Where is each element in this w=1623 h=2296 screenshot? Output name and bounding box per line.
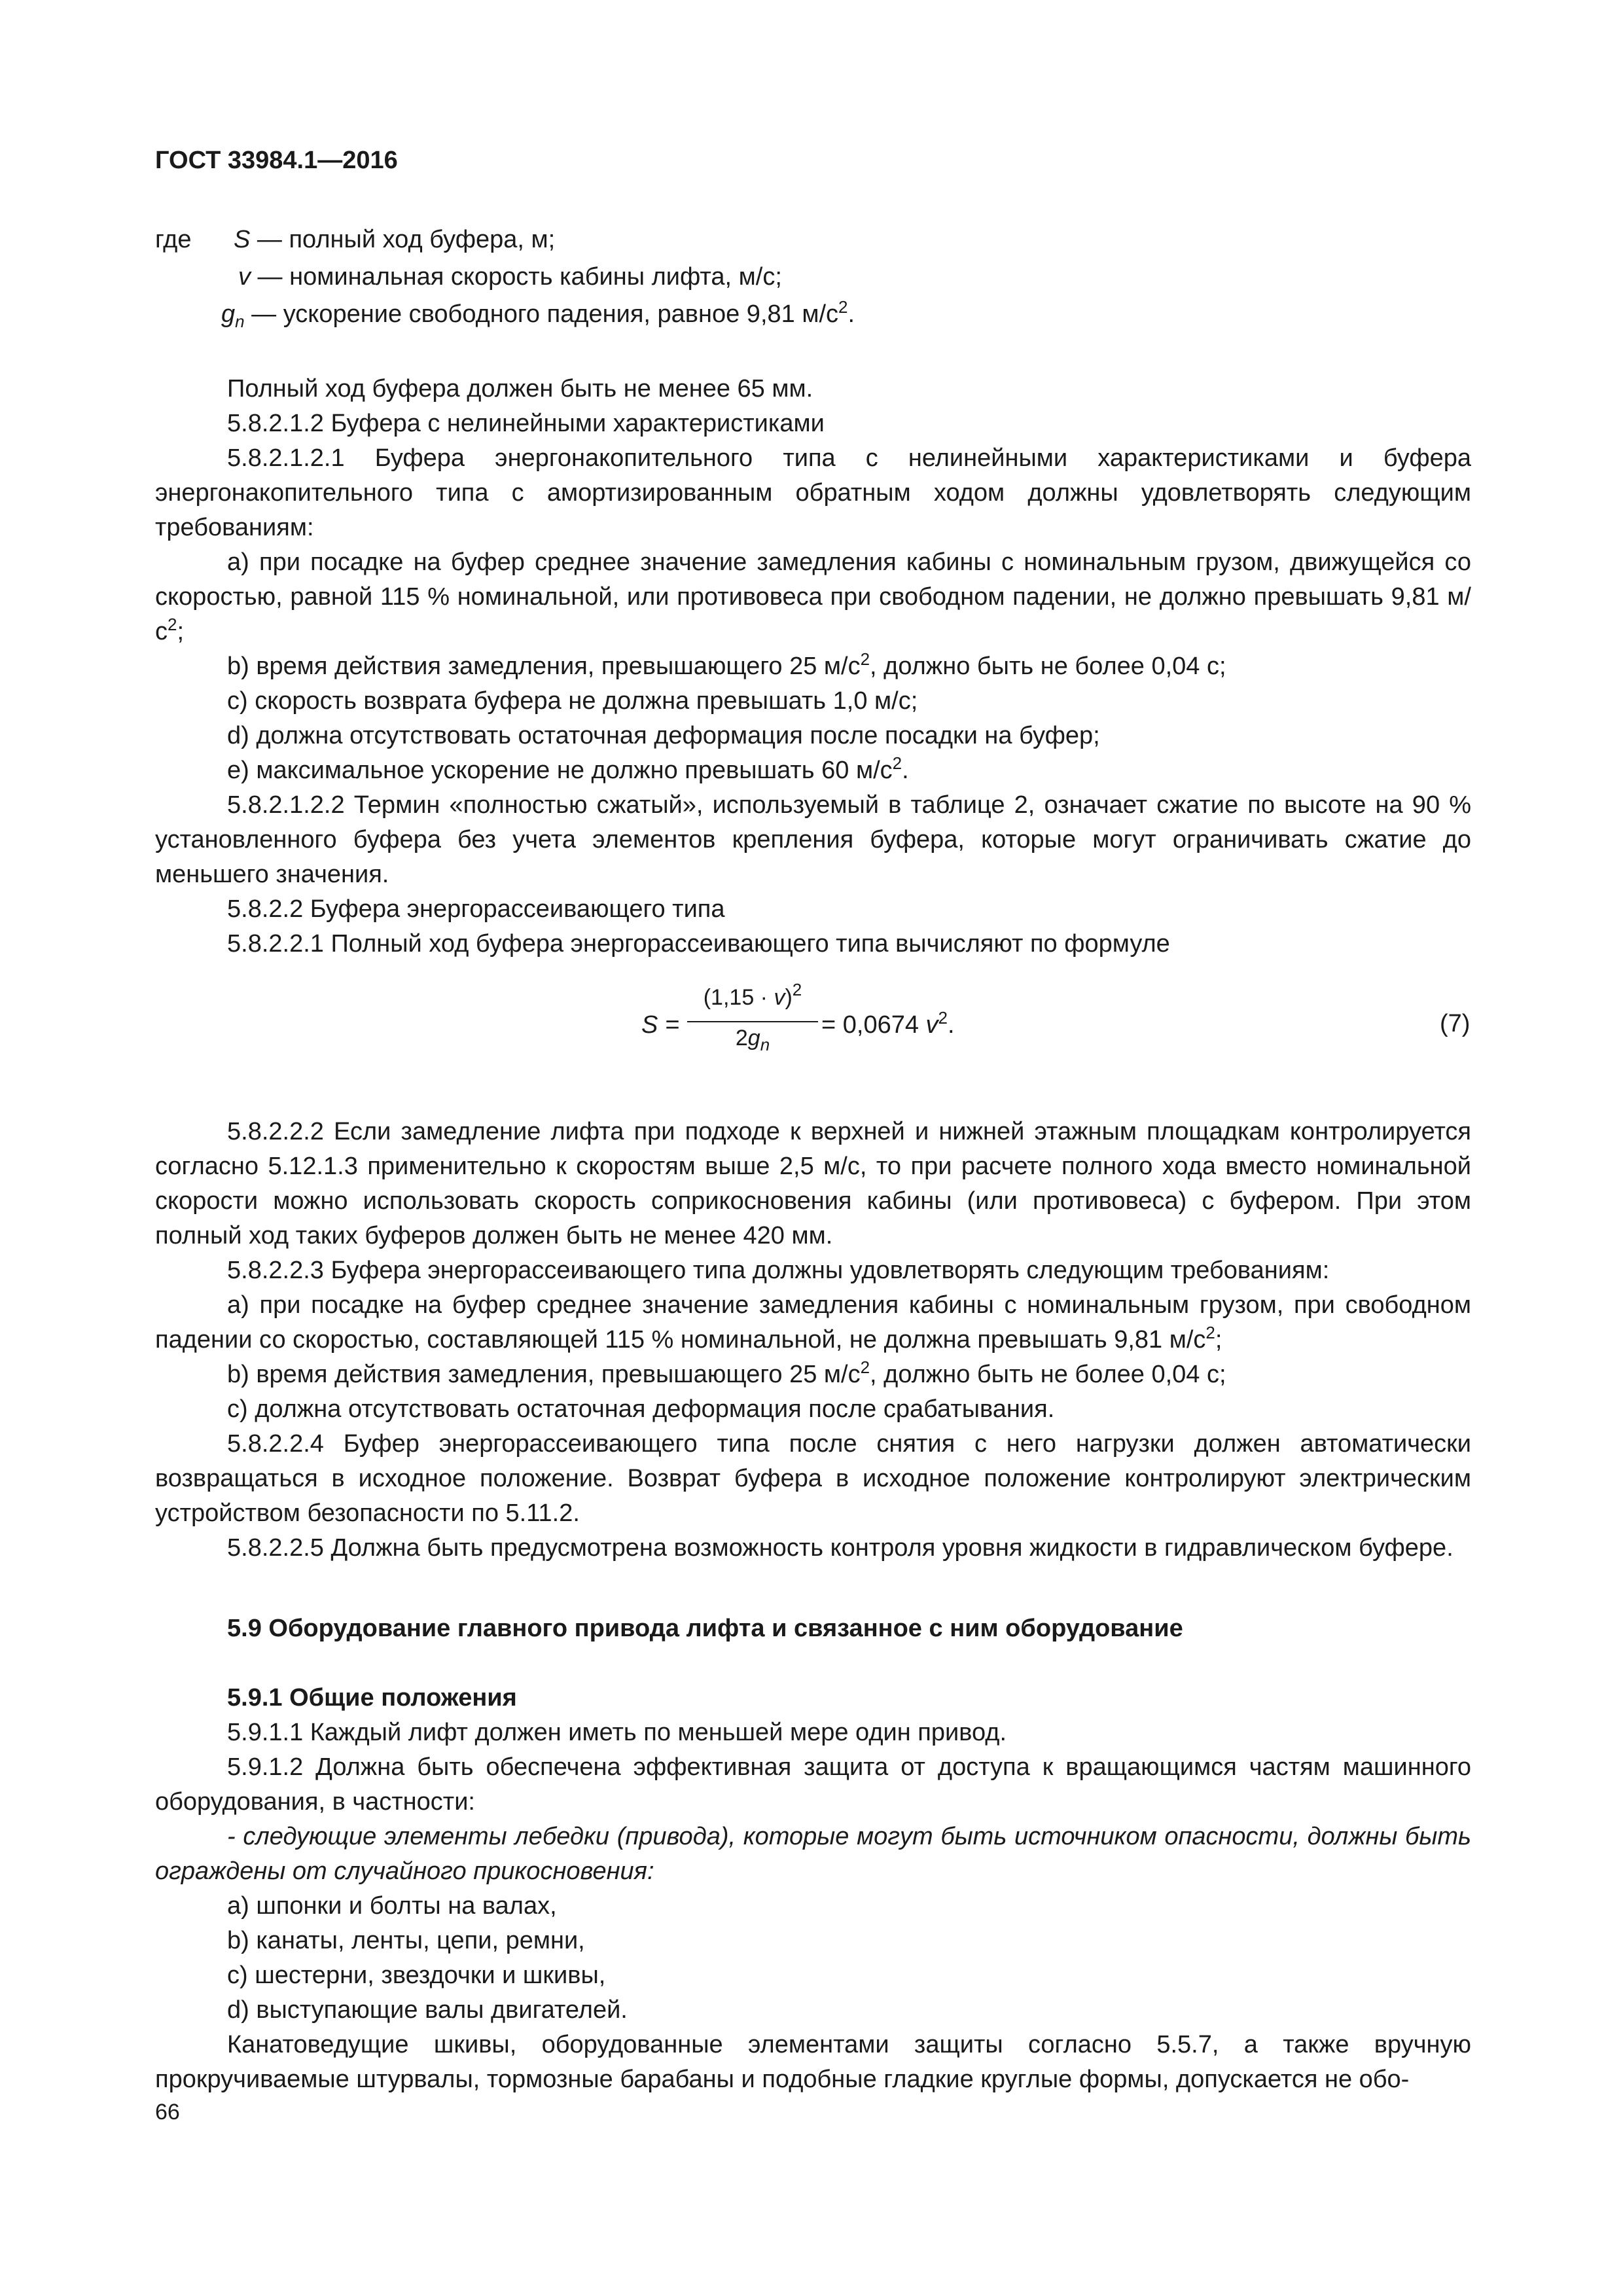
paragraph: 5.8.2.1.2.1 Буфера энергонакопительного типа с нелинейными характеристиками и буфера энергонакопительного типа с амортизированным обратным ходом должны удовлетворять следующим требованиям: xyxy=(155,444,1471,541)
formula-denominator: $2g_n$ xyxy=(735,1026,770,1054)
paragraph: 5.8.2.1.2.2 Термин «полностью сжатый», используемый в таблице 2, означает сжатие по высоте на 90 % установленного буфера без учета элементов крепления буфера, которые могут ограничивать сжатие до меньшего значения. xyxy=(155,791,1471,888)
text-block-1 xyxy=(155,372,1471,961)
paragraph: 5.8.2.2.4 Буфер энергорассеивающего типа после снятия с него нагрузки должен автоматически возвращаться в исходное положение. Возврат буфера в исходное положение контролируют электрическим устройством безопасности по 5.11.2. xyxy=(155,1430,1471,1527)
paragraph: 5.8.2.2.2 Если замедление лифта при подходе к верхней и нижней этажным площадкам контролируется согласно 5.12.1.3 применительно к скоростям выше 2,5 м/с, то при расчете полного хода вместо номинальной скорости можно использовать скорость соприкосновения кабины (или противовеса) с буфером. При этом полный ход таких буферов должен быть не менее 420 мм. xyxy=(155,1118,1471,1249)
list-item: а) шпонки и болты на валах, xyxy=(227,1892,557,1920)
formula-rhs: = 0,0674 $v^2$. xyxy=(821,1008,955,1039)
where-item-v: v — номинальная скорость кабины лифта, м/с; xyxy=(238,263,782,291)
paragraph: 5.8.2.2.3 Буфера энергорассеивающего типа должны удовлетворять следующим требованиям: xyxy=(227,1257,1330,1284)
text-block-3 xyxy=(155,1681,1471,2097)
formula-lhs: S = xyxy=(641,1011,680,1039)
list-item: c) шестерни, звездочки и шкивы, xyxy=(227,1962,606,1989)
section-5-9-heading xyxy=(155,1611,1471,1646)
paragraph: 5.8.2.2 Буфера энергорассеивающего типа xyxy=(227,895,725,923)
fraction-bar xyxy=(687,1021,818,1022)
document-header: ГОСТ 33984.1—2016 xyxy=(155,147,398,174)
paragraph: 5.8.2.1.2 Буфера с нелинейными характеристиками xyxy=(227,410,825,437)
formula-number: (7) xyxy=(1440,1010,1471,1037)
where-label: где xyxy=(155,226,192,253)
paragraph: Полный ход буфера должен быть не менее 65 мм. xyxy=(227,375,813,403)
paragraph-italic: - следующие элементы лебедки (привода), которые могут быть источником опасности, должны быть ограждены от случайного прикосновения: xyxy=(155,1823,1471,1885)
list-item: а) при посадке на буфер среднее значение замедления кабины с номинальным грузом, движущейся со скоростью, равной 115 % номинальной, или противовеса при свободном падении, не должно превышать 9,81 $м/с^2$; xyxy=(155,548,1471,645)
list-item: b) канаты, ленты, цепи, ремни, xyxy=(227,1927,585,1954)
list-item: с) должна отсутствовать остаточная деформация после срабатывания. xyxy=(227,1395,1055,1423)
list-item: d) должна отсутствовать остаточная деформация после посадки на буфер; xyxy=(227,722,1100,749)
list-item: b) время действия замедления, превышающего 25 $м/с^2$, должно быть не более 0,04 с; xyxy=(227,649,1226,680)
paragraph: 5.9.1.2 Должна быть обеспечена эффективная защита от доступа к вращающимся частям машинного оборудования, в частности: xyxy=(155,1753,1471,1816)
list-item: d) выступающие валы двигателей. xyxy=(227,1996,628,2024)
list-item: b) время действия замедления, превышающего 25 $м/с^2$, должно быть не более 0,04 с; xyxy=(227,1357,1226,1388)
where-item-g: $g_n$ — ускорение свободного падения, равное 9,81 $м/с^2$. xyxy=(221,297,855,331)
section-heading: 5.9 Оборудование главного привода лифта и связанное с ним оборудование xyxy=(227,1615,1183,1642)
paragraph: 5.8.2.2.1 Полный ход буфера энергорассеивающего типа вычисляют по формуле xyxy=(227,930,1170,958)
formula-numerator: $(1,15 \cdot v)^2$ xyxy=(703,980,802,1010)
subsection-heading: 5.9.1 Общие положения xyxy=(227,1684,517,1712)
list-item: c) скорость возврата буфера не должна превышать 1,0 м/с; xyxy=(227,687,918,715)
formula-7 xyxy=(641,980,1034,1077)
text-block-2 xyxy=(155,1115,1471,1566)
where-item-s: S — полный ход буфера, м; xyxy=(234,226,556,253)
paragraph: 5.8.2.2.5 Должна быть предусмотрена возможность контроля уровня жидкости в гидравлическом буфере. xyxy=(227,1534,1454,1562)
list-item: а) при посадке на буфер среднее значение замедления кабины с номинальным грузом, при свободном падении со скоростью, составляющей 115 % номинальной, не должна превышать 9,81 $м/с^2$; xyxy=(155,1291,1471,1354)
paragraph: 5.9.1.1 Каждый лифт должен иметь по меньшей мере один привод. xyxy=(227,1719,1007,1746)
list-item: е) максимальное ускорение не должно превышать 60 $м/с^2$. xyxy=(227,753,909,784)
paragraph: Канатоведущие шкивы, оборудованные элементами защиты согласно 5.5.7, а также вручную прокручиваемые штурвалы, тормозные барабаны и подобные гладкие круглые формы, допускается не обо- xyxy=(155,2031,1471,2093)
page-number: 66 xyxy=(155,2100,180,2125)
